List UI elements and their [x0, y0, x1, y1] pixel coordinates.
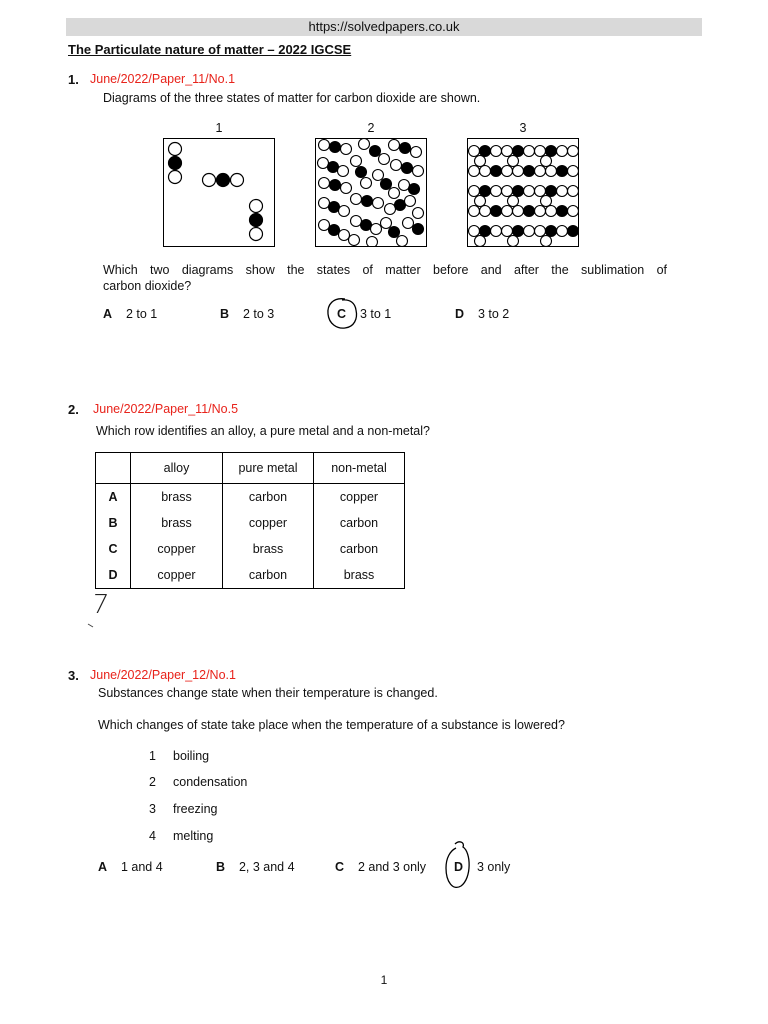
option-text: 3 to 2 — [477, 307, 510, 321]
gas-particles-svg — [164, 139, 274, 246]
statement-4 — [149, 829, 213, 843]
pen-tick-mark-icon — [86, 620, 98, 630]
table-header-non-metal: non-metal — [314, 453, 405, 484]
question-3-prompt: Which changes of state take place when the temperature of a substance is lowered? — [98, 718, 565, 732]
table-row[interactable] — [96, 510, 405, 536]
table-cell: carbon — [314, 510, 405, 536]
option-letter: D — [454, 860, 464, 874]
question-3-source: June/2022/Paper_12/No.1 — [90, 668, 236, 682]
statement-text: boiling — [173, 749, 210, 763]
q1-answer-circle-icon — [325, 296, 359, 332]
table-row[interactable] — [96, 562, 405, 589]
table-corner-cell — [96, 453, 131, 484]
handwritten-mark: 7 — [90, 590, 111, 620]
option-text: 2 to 1 — [125, 307, 158, 321]
q3-option-c[interactable] — [335, 860, 426, 874]
option-text: 3 only — [476, 860, 511, 874]
oxygen-atom — [169, 143, 182, 156]
row-label: A — [96, 484, 131, 511]
option-text: 2 and 3 only — [357, 860, 427, 874]
question-1-source: June/2022/Paper_11/No.1 — [90, 72, 236, 86]
option-text: 3 to 1 — [359, 307, 392, 321]
oxygen-atom — [250, 228, 263, 241]
question-2-stem: Which row identifies an alloy, a pure metal and a non-metal? — [96, 424, 430, 438]
table-row[interactable] — [96, 536, 405, 562]
document-title: The Particulate nature of matter – 2022 IGCSE — [68, 42, 352, 57]
q3-option-a[interactable] — [98, 860, 163, 874]
table-header-pure-metal: pure metal — [223, 453, 314, 484]
q3-answer-circle-icon — [443, 838, 473, 892]
q2-answer-table — [95, 452, 405, 589]
q1-option-d[interactable] — [455, 307, 509, 321]
question-1-number: 1. — [68, 72, 79, 87]
option-text: 1 and 4 — [120, 860, 163, 874]
table-cell: brass — [131, 484, 223, 511]
question-2-source: June/2022/Paper_11/No.5 — [93, 402, 239, 416]
page-number: 1 — [380, 973, 388, 987]
table-header-row — [96, 453, 405, 484]
table-header-alloy: alloy — [131, 453, 223, 484]
statement-text: condensation — [173, 775, 248, 789]
table-cell: carbon — [223, 484, 314, 511]
oxygen-atom — [231, 174, 244, 187]
option-letter: B — [220, 307, 230, 321]
option-letter: C — [337, 307, 347, 321]
statement-2 — [149, 775, 247, 789]
diagram-3-label: 3 — [519, 121, 527, 135]
table-cell: copper — [314, 484, 405, 511]
oxygen-atom — [169, 171, 182, 184]
table-cell: brass — [223, 536, 314, 562]
statement-3 — [149, 802, 217, 816]
statement-number: 1 — [149, 749, 156, 763]
option-letter: A — [98, 860, 108, 874]
table-cell: carbon — [314, 536, 405, 562]
statement-text: melting — [173, 829, 214, 843]
table-row[interactable] — [96, 484, 405, 511]
q1-option-a[interactable] — [103, 307, 157, 321]
carbon-atom — [169, 157, 182, 170]
table-cell: carbon — [223, 562, 314, 589]
diagram-2-label: 2 — [367, 121, 375, 135]
row-label: B — [96, 510, 131, 536]
table-cell: brass — [314, 562, 405, 589]
liquid-particles-svg — [316, 139, 426, 246]
table-cell: copper — [131, 562, 223, 589]
table-cell: copper — [223, 510, 314, 536]
solid-state-diagram — [467, 138, 579, 247]
solid-particles-svg — [468, 139, 578, 246]
table-cell: brass — [131, 510, 223, 536]
question-1-stem: Diagrams of the three states of matter for carbon dioxide are shown. — [103, 91, 481, 105]
liquid-state-diagram — [315, 138, 427, 247]
question-1-prompt-line1: Which two diagrams show the states of matter before and after the sublimation of — [103, 263, 667, 277]
question-3-stem: Substances change state when their temperature is changed. — [98, 686, 438, 700]
q1-option-b[interactable] — [220, 307, 274, 321]
option-text: 2 to 3 — [242, 307, 275, 321]
question-3-number: 3. — [68, 668, 79, 683]
source-url-banner: https://solvedpapers.co.uk — [66, 18, 702, 36]
question-2-number: 2. — [68, 402, 79, 417]
carbon-atom — [217, 174, 230, 187]
statement-number: 2 — [149, 775, 156, 789]
q3-option-b[interactable] — [216, 860, 295, 874]
statement-text: freezing — [173, 802, 218, 816]
statement-number: 3 — [149, 802, 156, 816]
diagram-1-label: 1 — [215, 121, 223, 135]
row-label: C — [96, 536, 131, 562]
option-letter: A — [103, 307, 113, 321]
oxygen-atom — [250, 200, 263, 213]
option-letter: B — [216, 860, 226, 874]
question-1-prompt-line2: carbon dioxide? — [103, 279, 192, 293]
option-letter: C — [335, 860, 345, 874]
row-label: D — [96, 562, 131, 589]
oxygen-atom — [203, 174, 216, 187]
table-cell: copper — [131, 536, 223, 562]
statement-number: 4 — [149, 829, 156, 843]
gas-state-diagram — [163, 138, 275, 247]
option-text: 2, 3 and 4 — [238, 860, 295, 874]
carbon-atom — [250, 214, 263, 227]
statement-1 — [149, 749, 209, 763]
option-letter: D — [455, 307, 465, 321]
